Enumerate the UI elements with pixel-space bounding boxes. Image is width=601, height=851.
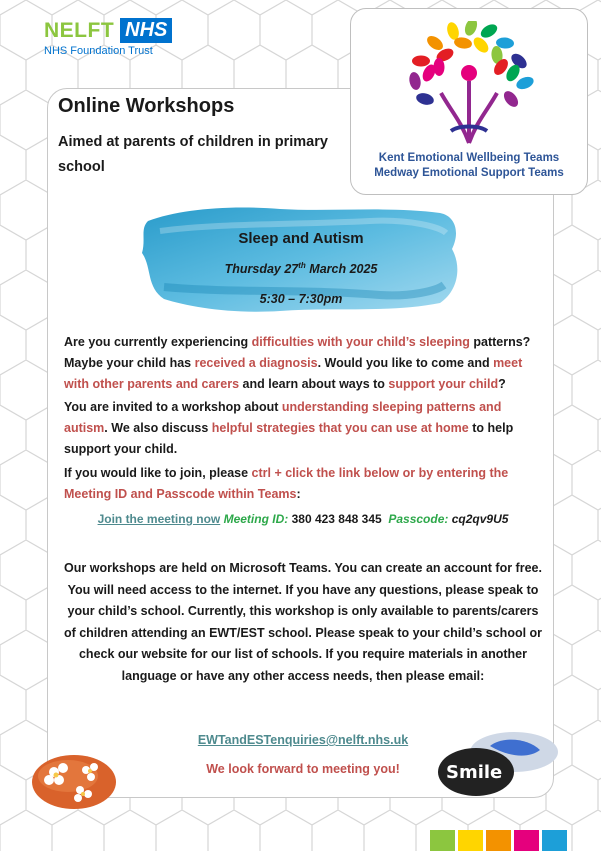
tree-leaf bbox=[415, 91, 435, 106]
join-instructions: If you would like to join, please ctrl + click the link below or by entering the Meeting ID and Passcode within Teams: bbox=[64, 466, 509, 501]
join-meeting-link[interactable]: Join the meeting now bbox=[97, 512, 221, 526]
nelft-nhs-logo bbox=[44, 18, 172, 57]
tree-leaf bbox=[501, 89, 521, 110]
nelft-wordmark: NELFT bbox=[44, 18, 115, 42]
tree-leaf bbox=[515, 75, 536, 92]
strip-pink bbox=[514, 830, 539, 851]
painted-smile-pebble bbox=[432, 728, 562, 800]
passcode: cq2qv9U5 bbox=[451, 512, 509, 526]
tree-leaf bbox=[408, 71, 422, 91]
email-link[interactable]: EWTandESTenquiries@nelft.nhs.uk bbox=[197, 733, 409, 747]
tree-leaf bbox=[478, 22, 499, 41]
nhs-badge: NHS bbox=[120, 18, 172, 43]
tree-leaf bbox=[425, 33, 446, 53]
emotional-wellbeing-logo bbox=[350, 8, 588, 195]
strip-yellow bbox=[458, 830, 483, 851]
tree-leaf bbox=[412, 56, 430, 67]
event-date: Thursday 27th March 2025 bbox=[224, 261, 378, 277]
tree-leaf bbox=[471, 35, 491, 56]
page-subtitle: Aimed at parents of children in primary school bbox=[58, 134, 328, 175]
tree-logo-icon bbox=[401, 21, 537, 146]
meeting-id: 380 423 848 345 bbox=[291, 512, 382, 526]
trust-name: NHS Foundation Trust bbox=[44, 45, 153, 57]
invite-paragraph: You are invited to a workshop about understanding sleeping patterns and autism. We also discuss helpful strategies that you can use at home to help support your child. bbox=[64, 400, 514, 456]
strip-green bbox=[430, 830, 455, 851]
medway-team-name: Medway Emotional Support Teams bbox=[374, 167, 564, 179]
event-time: 5:30 – 7:30pm bbox=[259, 292, 343, 306]
page-title: Online Workshops bbox=[58, 95, 235, 117]
event-name: Sleep and Autism bbox=[238, 230, 364, 247]
painted-flower-pebble bbox=[28, 750, 120, 812]
closing-message: We look forward to meeting you! bbox=[206, 762, 400, 776]
kent-team-name: Kent Emotional Wellbeing Teams bbox=[378, 152, 560, 164]
intro-paragraph: Are you currently experiencing difficulties with your child’s sleeping patterns? Maybe your child has received a diagnosis. Would you like to come and meet with other parents and carers and learn about ways to support your child? bbox=[64, 335, 531, 391]
strip-orange bbox=[486, 830, 511, 851]
tree-leaf bbox=[463, 21, 480, 37]
meeting-details: Join the meeting now Meeting ID: 380 423 848 345 Passcode: cq2qv9U5 bbox=[97, 512, 509, 526]
pebble-smile-text: Smile bbox=[446, 762, 503, 783]
info-paragraph: Our workshops are held on Microsoft Teams. You can create an account for free. You will need access to the internet. If you have any questions, please speak to your child’s school. Currently, this workshop is only available to parents/carers of children attending an EWT/EST school. Please speak to your child’s school or check our website for our list of schools. If you require materials in another language or have any other access needs, then please email: bbox=[63, 561, 543, 683]
strip-blue bbox=[542, 830, 567, 851]
